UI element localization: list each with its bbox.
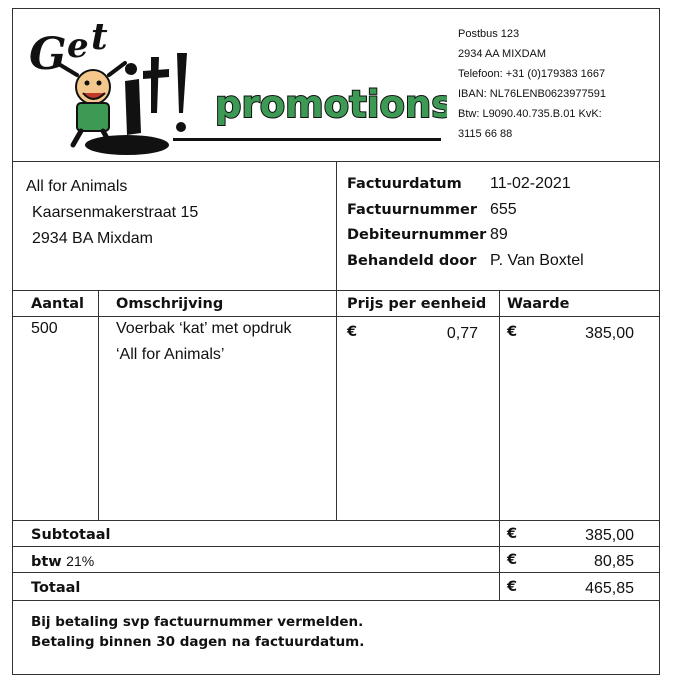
header-description: Omschrijving bbox=[116, 296, 224, 312]
company-iban: IBAN: NL76LENB0623977591 bbox=[458, 88, 606, 100]
row-unit-price-currency: € bbox=[347, 324, 358, 340]
footer-note-1: Bij betaling svp factuurnummer vermelden. bbox=[31, 614, 364, 630]
subtotal-value: 385,00 bbox=[585, 527, 634, 544]
header-unit-price: Prijs per eenheid bbox=[347, 296, 487, 312]
customer-city: 2934 BA Mixdam bbox=[32, 230, 153, 247]
footer-note-2: Betaling binnen 30 dagen na factuurdatum. bbox=[31, 634, 365, 650]
company-address-line-2: 2934 AA MIXDAM bbox=[458, 48, 547, 60]
company-btw: Btw: L9090.40.735.B.01 KvK: bbox=[458, 108, 602, 120]
debtor-number-label: Debiteurnummer bbox=[347, 227, 487, 243]
customer-street: Kaarsenmakerstraat 15 bbox=[32, 204, 199, 221]
invoice bbox=[12, 8, 660, 675]
total-currency: € bbox=[507, 579, 518, 595]
divider-vat bbox=[13, 572, 659, 573]
row-value-currency: € bbox=[507, 324, 518, 340]
divider-table-header bbox=[13, 316, 659, 317]
svg-text:e: e bbox=[67, 26, 89, 66]
divider-totals-top bbox=[13, 520, 659, 521]
row-description-line-2: ‘All for Animals’ bbox=[116, 346, 225, 363]
vat-currency: € bbox=[507, 552, 518, 568]
column-divider-2 bbox=[336, 290, 337, 520]
row-quantity: 500 bbox=[31, 320, 58, 337]
divider-footer bbox=[13, 600, 659, 601]
vat-label: btw bbox=[31, 554, 62, 570]
company-kvk: 3115 66 88 bbox=[458, 128, 513, 140]
row-value: 385,00 bbox=[585, 325, 634, 342]
invoice-number-label: Factuurnummer bbox=[347, 202, 478, 218]
logo-promotions-text: promotions bbox=[215, 83, 447, 126]
divider-customer-meta bbox=[336, 161, 337, 290]
vat-value: 80,85 bbox=[593, 553, 634, 570]
debtor-number-value: 89 bbox=[490, 226, 508, 243]
column-divider-1 bbox=[98, 290, 99, 520]
invoice-date-label: Factuurdatum bbox=[347, 176, 462, 192]
invoice-number-value: 655 bbox=[490, 201, 517, 218]
total-label: Totaal bbox=[31, 580, 81, 596]
company-phone: Telefoon: +31 (0)179383 1667 bbox=[458, 68, 606, 80]
header-quantity: Aantal bbox=[31, 296, 85, 312]
divider-subtotal bbox=[13, 546, 659, 547]
row-description-line-1: Voerbak ‘kat’ met opdruk bbox=[116, 320, 292, 337]
handled-by-label: Behandeld door bbox=[347, 253, 477, 269]
subtotal-currency: € bbox=[507, 526, 518, 542]
customer-name: All for Animals bbox=[26, 178, 128, 195]
vat-rate: 21% bbox=[66, 553, 95, 569]
invoice-date-value: 11-02-2021 bbox=[490, 175, 571, 192]
vat-label-group bbox=[31, 553, 94, 571]
row-unit-price: 0,77 bbox=[446, 325, 478, 342]
handled-by-value: P. Van Boxtel bbox=[490, 252, 584, 269]
header-value: Waarde bbox=[507, 296, 570, 312]
subtotal-label: Subtotaal bbox=[31, 527, 111, 543]
logo-mascot-icon bbox=[27, 17, 447, 157]
company-logo bbox=[27, 17, 447, 157]
logo-get-text: G bbox=[29, 29, 67, 80]
svg-text:t: t bbox=[91, 17, 108, 58]
total-value: 465,85 bbox=[585, 580, 634, 597]
column-divider-3 bbox=[499, 290, 500, 600]
company-address-line-1: Postbus 123 bbox=[458, 28, 520, 40]
